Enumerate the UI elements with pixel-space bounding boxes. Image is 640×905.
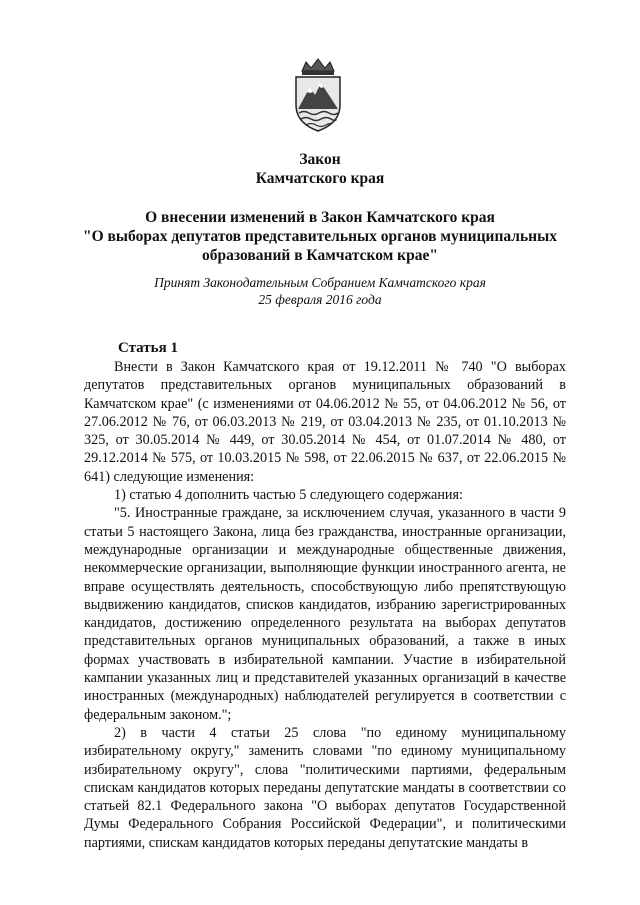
article-item-1: 1) статью 4 дополнить частью 5 следующего содержания: [114,487,463,504]
adoption-date: 25 февраля 2016 года [258,292,382,307]
document-type: Закон [299,151,341,168]
article-quote: "5. Иностранные граждане, за исключением случая, указанного в части 9 статьи 5 настоящего Закона, лица без гражданства, иностранные организации, международные организации и международные общественные движения, некоммерческие организации, выполняющие функции иностранного агента, не вправе осуществлять деятельность, способствующую либо препятствующую выдвижению кандидатов, списков кандидатов, избранию зарегистрированных кандидатов, достижению определенного результата на выборах депутатов представительных органов муниципальных образований, а также в иных формах участвовать в избирательной кампании. Участие в избирательной кампании указанных лиц и представителей указанных организаций в качестве иностранных (международных) наблюдателей регулируется в соответствии с федеральным законом."; [84,505,566,723]
article-item-2: 2) в части 4 статьи 25 слова "по единому муниципальному избирательному округу," заменить словами "по единому муниципальному избирательному округу", слова "политическими партиями, федеральным спискам кандидатов которых переданы депутатские мандаты в соответствии со статьей 82.1 Федерального закона "О выборах депутатов Государственной Думы Федерального Собрания Российской Федерации", и политическими партиями, спискам кандидатов которых переданы депутатские мандаты в [84,724,566,851]
law-subject-line: образований в Камчатском крае" [202,247,438,264]
kamchatka-coat-of-arms-icon [288,57,348,133]
adoption-body: Принят Законодательным Собранием Камчатского края [154,275,486,290]
law-subject-line: О внесении изменений в Закон Камчатского края [145,209,495,226]
article-title: Статья 1 [118,340,178,356]
law-subject [60,208,580,265]
adoption-note [60,274,580,308]
article-intro: Внести в Закон Камчатского края от 19.12.2011 № 740 "О выборах депутатов представительных органов муниципальных образований в Камчатском крае" (с изменениями от 04.06.2012 № 55, от 04.06.2012 № 56, от 27.06.2012 № 76, от 06.03.2013 № 219, от 03.04.2013 № 235, от 01.10.2013 № 325, от 30.05.2014 № 449, от 30.05.2014 № 454, от 01.07.2014 № 480, от 29.12.2014 № 575, от 10.03.2015 № 598, от 22.06.2015 № 637, от 22.06.2015 № 641) следующие изменения: [84,359,566,485]
law-subject-line: "О выборах депутатов представительных органов муниципальных [83,228,557,245]
article-body [84,358,566,852]
issuing-region: Камчатского края [255,170,385,187]
